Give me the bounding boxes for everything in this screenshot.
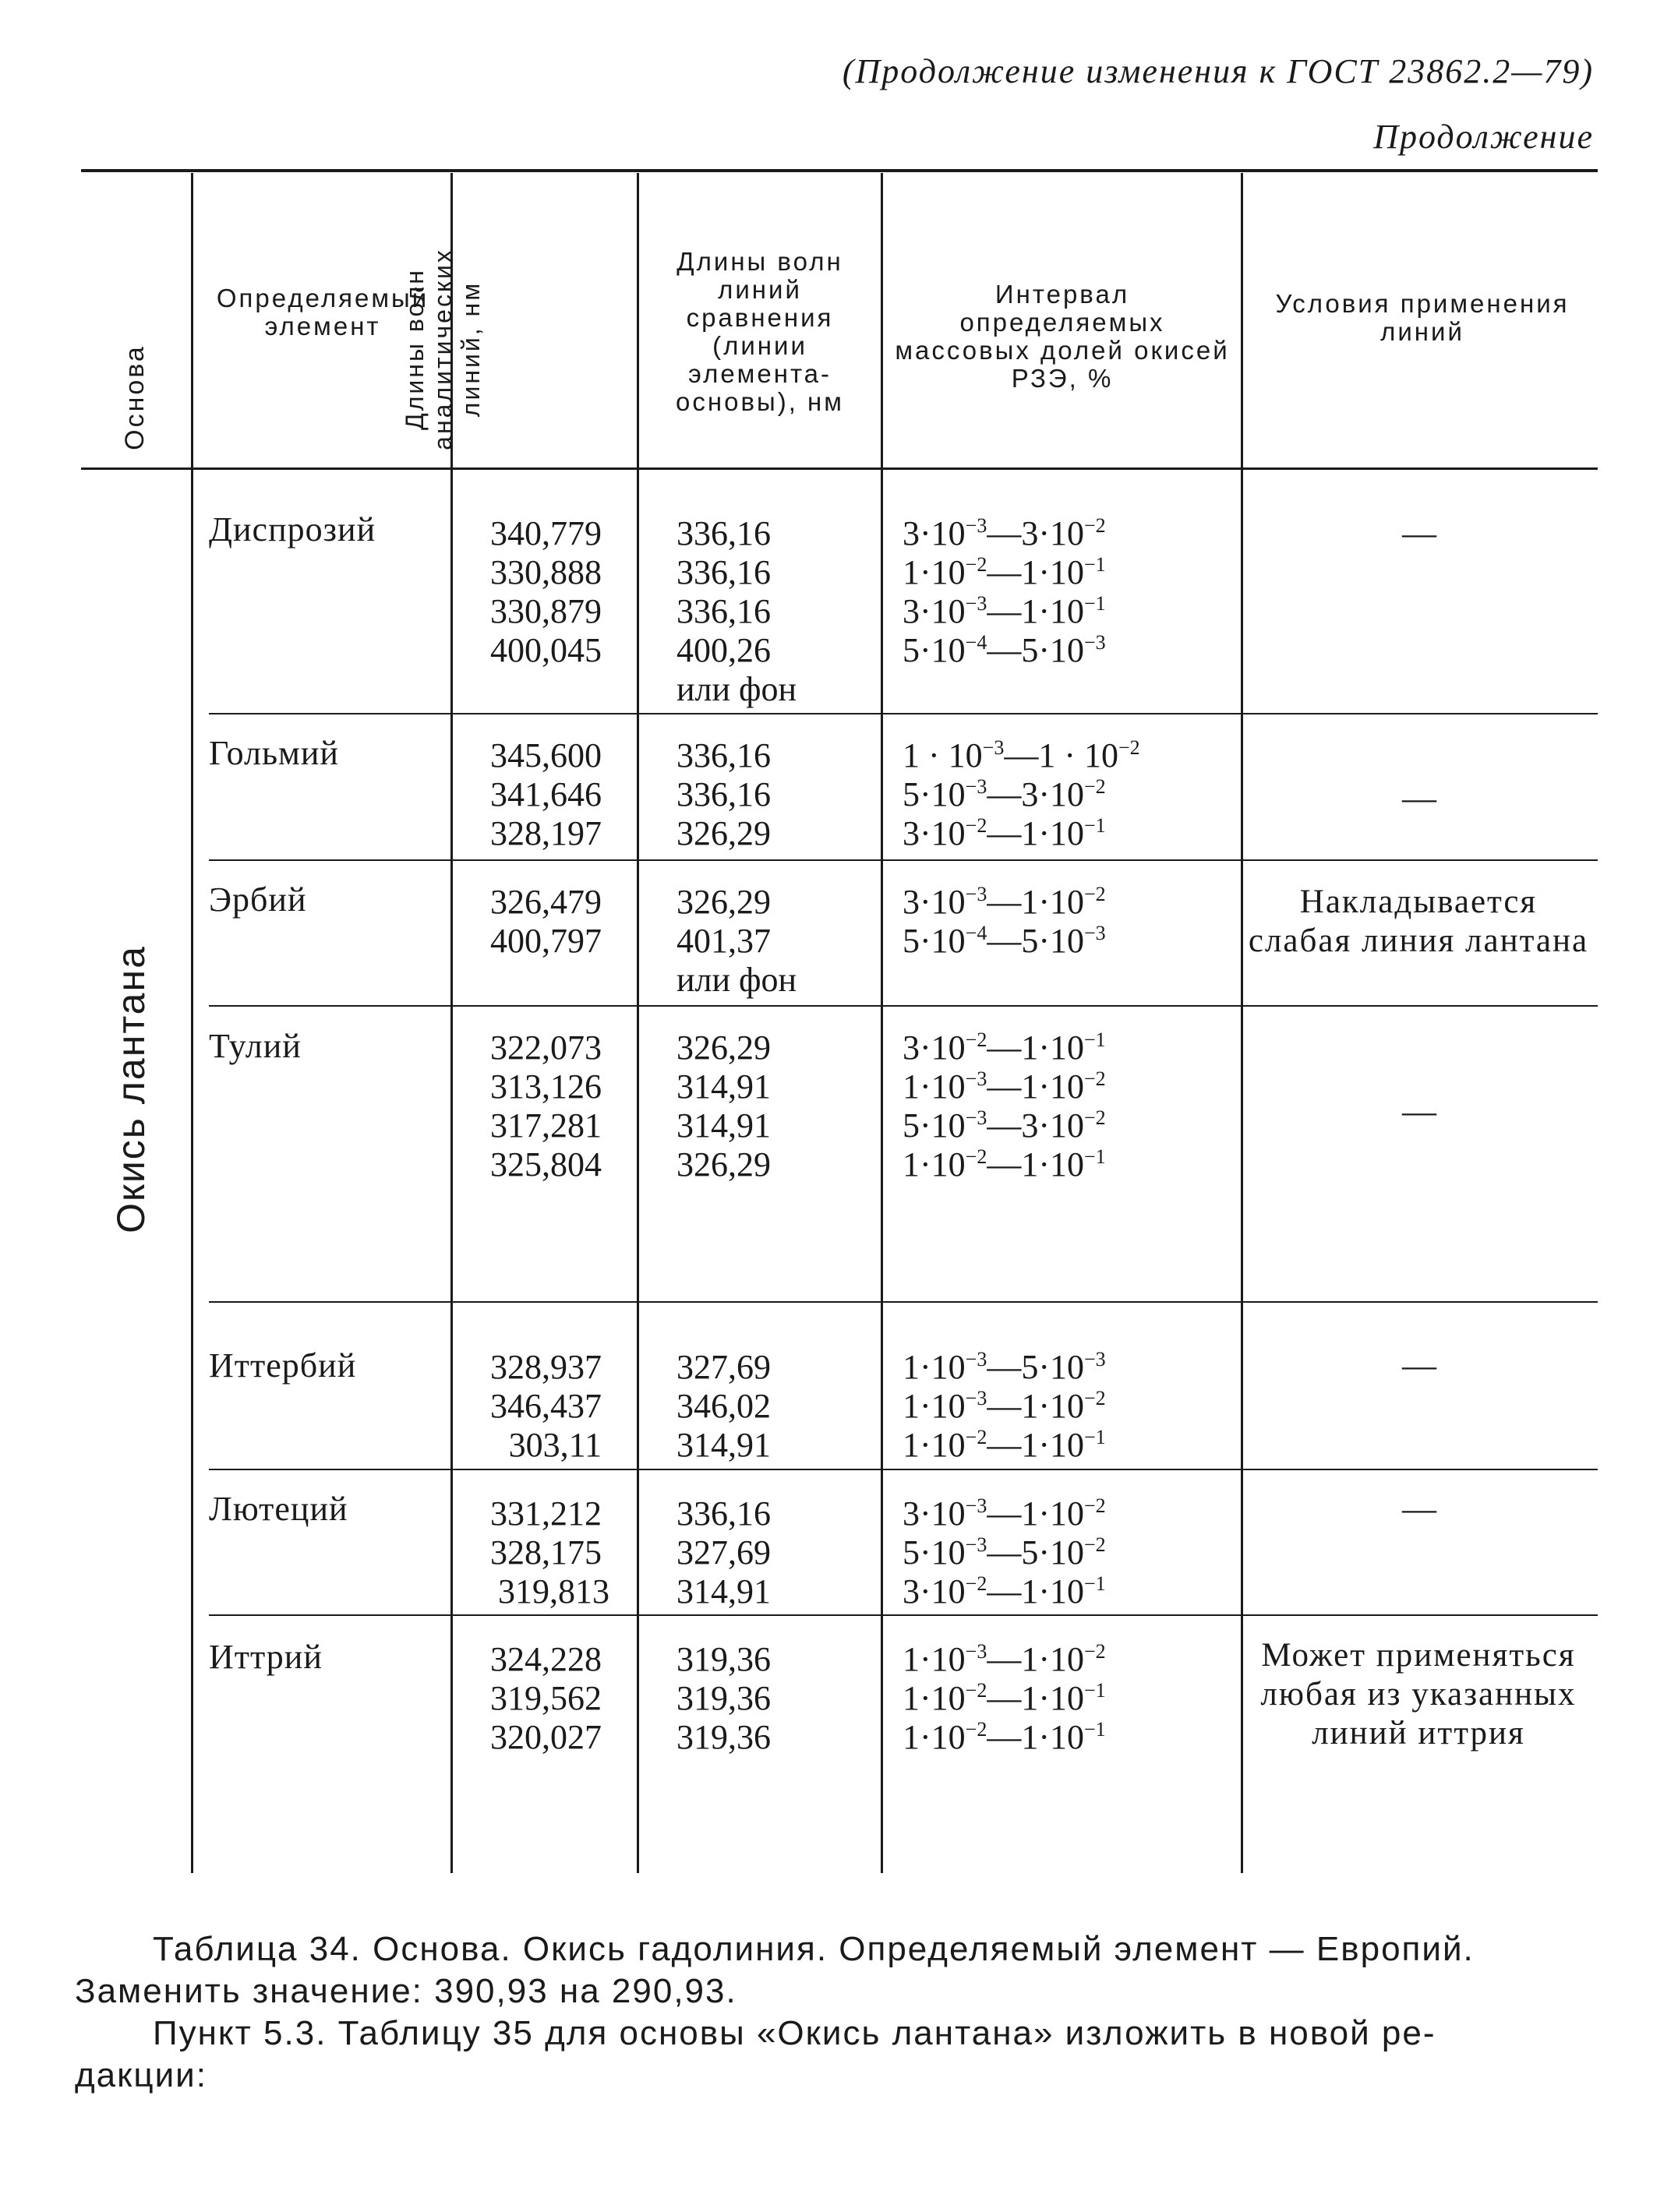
comparison-value: 326,29 (676, 814, 771, 852)
comparison-value: 346,02 (676, 1387, 771, 1425)
comparison-wavelengths (676, 1640, 771, 1757)
comparison-wavelengths (676, 1028, 771, 1184)
analytic-value: 303,11 (508, 1426, 602, 1464)
analytic-value: 320,027 (490, 1718, 602, 1756)
footer-paragraph-1-line-1: Таблица 34. Основа. Окись гадолиния. Определяемый элемент — Европий. (153, 1930, 1475, 1968)
comparison-value: 327,69 (676, 1348, 771, 1386)
col-rule-4 (881, 173, 883, 1873)
analytic-value: 317,281 (490, 1106, 602, 1145)
analytic-value: 330,879 (490, 592, 602, 630)
interval-value: $3\cdot 10^{-2}—1\cdot 10^{-1}$ (903, 814, 1106, 852)
interval-value: $3\cdot 10^{-3}—3\cdot 10^{-2}$ (903, 514, 1106, 552)
interval-list (903, 514, 1106, 670)
analytic-wavelengths (465, 514, 602, 670)
analytic-value: 313,126 (490, 1067, 602, 1106)
element-name: Эрбий (209, 880, 307, 919)
interval-value: $1\cdot 10^{-3}—1\cdot 10^{-2}$ (903, 1067, 1106, 1106)
comparison-wavelengths (676, 514, 797, 709)
element-name: Гольмий (209, 734, 339, 772)
analytic-wavelengths (465, 736, 602, 853)
analytic-value: 326,479 (490, 883, 602, 921)
col-rule-1 (191, 173, 193, 1873)
header-comparison-wavelengths: Длины волн линий сравнения (линии элемента-основы), нм (676, 247, 844, 416)
analytic-wavelengths (465, 883, 602, 961)
comparison-value: или фон (676, 670, 797, 708)
condition-text: — (1402, 1346, 1436, 1385)
continued-label: Продолжение (1373, 118, 1594, 156)
analytic-value: 328,175 (490, 1533, 602, 1572)
analytic-value: 328,197 (490, 814, 602, 852)
interval-value: $5\cdot 10^{-3}—3\cdot 10^{-2}$ (903, 775, 1106, 813)
analytic-value: 346,437 (490, 1387, 602, 1425)
condition-text: — (1402, 514, 1436, 552)
element-name: Иттербий (209, 1346, 357, 1385)
element-name: Лютеций (209, 1490, 348, 1528)
interval-list (903, 1494, 1106, 1611)
row-sep-4 (209, 1301, 1598, 1303)
condition-text: Накладывается слабая линия лантана (1248, 884, 1589, 959)
analytic-wavelengths (465, 1494, 609, 1611)
analytic-value: 319,813 (498, 1572, 609, 1610)
footer-paragraph-2-line-2: дакции: (75, 2056, 207, 2094)
base-value: Окись лантана (109, 945, 153, 1233)
interval-value: $5\cdot 10^{-3}—5\cdot 10^{-2}$ (903, 1533, 1106, 1572)
comparison-value: 336,16 (676, 1494, 771, 1533)
comparison-value: 314,91 (676, 1106, 771, 1145)
element-name: Иттрий (209, 1638, 323, 1676)
analytic-wavelengths (465, 1640, 602, 1757)
interval-list (903, 883, 1106, 961)
condition-text: — (1402, 1490, 1436, 1528)
comparison-value: 326,29 (676, 1145, 771, 1184)
interval-value: $5\cdot 10^{-3}—3\cdot 10^{-2}$ (903, 1106, 1106, 1145)
analytic-value: 319,562 (490, 1679, 602, 1717)
comparison-value: 336,16 (676, 592, 771, 630)
analytic-wavelengths (465, 1028, 602, 1184)
interval-value: $1\cdot 10^{-3}—1\cdot 10^{-2}$ (903, 1640, 1106, 1678)
interval-value: $5\cdot 10^{-4}—5\cdot 10^{-3}$ (903, 922, 1106, 960)
comparison-value: 401,37 (676, 922, 771, 960)
row-sep-5 (209, 1469, 1598, 1470)
comparison-wavelengths (676, 736, 771, 853)
interval-value: $1\cdot 10^{-2}—1\cdot 10^{-1}$ (903, 1145, 1106, 1184)
interval-value: $1 \cdot 10^{-3}—1 \cdot 10^{-2}$ (903, 736, 1140, 774)
interval-value: $1\cdot 10^{-2}—1\cdot 10^{-1}$ (903, 1718, 1106, 1756)
comparison-value: 326,29 (676, 883, 771, 921)
comparison-value: 336,16 (676, 553, 771, 591)
comparison-value: или фон (676, 961, 797, 999)
interval-list (903, 1640, 1106, 1757)
analytic-value: 324,228 (490, 1640, 602, 1678)
element-name: Диспрозий (209, 510, 376, 549)
interval-value: $3\cdot 10^{-3}—1\cdot 10^{-2}$ (903, 883, 1106, 921)
header-element: Определяемый элемент (216, 284, 429, 340)
comparison-value: 400,26 (676, 631, 771, 669)
header-analytic-wavelengths-text: Длины волн аналитических линий, нм (401, 248, 485, 450)
comparison-value: 336,16 (676, 736, 771, 774)
interval-list (903, 736, 1140, 853)
interval-value: $3\cdot 10^{-2}—1\cdot 10^{-1}$ (903, 1028, 1106, 1067)
col-rule-5 (1241, 173, 1243, 1873)
analytic-wavelengths (465, 1348, 602, 1465)
header-analytic-wavelengths (401, 209, 494, 489)
interval-value: $1\cdot 10^{-3}—1\cdot 10^{-2}$ (903, 1387, 1106, 1425)
continuation-title: (Продолжение изменения к ГОСТ 23862.2—79) (842, 52, 1594, 90)
analytic-value: 341,646 (490, 775, 602, 813)
condition-text: — (1402, 1092, 1436, 1131)
condition-text: Может применяться любая из указанных линий иттрия (1260, 1637, 1577, 1752)
comparison-value: 326,29 (676, 1028, 771, 1067)
row-sep-2 (209, 859, 1598, 861)
analytic-value: 400,045 (490, 631, 602, 669)
analytic-value: 331,212 (490, 1494, 602, 1533)
interval-list (903, 1348, 1106, 1465)
comparison-value: 319,36 (676, 1679, 771, 1717)
comparison-value: 319,36 (676, 1640, 771, 1678)
table-top-rule (81, 169, 1598, 172)
comparison-value: 327,69 (676, 1533, 771, 1572)
footer-paragraph-2-line-1: Пункт 5.3. Таблицу 35 для основы «Окись лантана» изложить в новой ре- (153, 2014, 1436, 2052)
row-sep-1 (209, 713, 1598, 714)
analytic-value: 400,797 (490, 922, 602, 960)
header-interval: Интервал определяемых массовых долей окисей РЗЭ, % (895, 280, 1230, 393)
analytic-value: 325,804 (490, 1145, 602, 1184)
comparison-value: 314,91 (676, 1067, 771, 1106)
comparison-value: 319,36 (676, 1718, 771, 1756)
interval-value: $5\cdot 10^{-4}—5\cdot 10^{-3}$ (903, 631, 1106, 669)
analytic-value: 322,073 (490, 1028, 602, 1067)
interval-value: $1\cdot 10^{-2}—1\cdot 10^{-1}$ (903, 1679, 1106, 1717)
interval-value: $3\cdot 10^{-3}—1\cdot 10^{-1}$ (903, 592, 1106, 630)
interval-value: $1\cdot 10^{-2}—1\cdot 10^{-1}$ (903, 553, 1106, 591)
interval-value: $1\cdot 10^{-2}—1\cdot 10^{-1}$ (903, 1426, 1106, 1464)
header-conditions: Условия применения линий (1275, 289, 1570, 346)
analytic-value: 345,600 (490, 736, 602, 774)
footer-paragraph-1-line-2: Заменить значение: 390,93 на 290,93. (75, 1972, 737, 2010)
analytic-value: 328,937 (490, 1348, 602, 1386)
row-sep-3 (209, 1005, 1598, 1007)
interval-value: $3\cdot 10^{-2}—1\cdot 10^{-1}$ (903, 1572, 1106, 1610)
condition-text: — (1402, 779, 1436, 817)
comparison-wavelengths (676, 883, 797, 1000)
interval-list (903, 1028, 1106, 1184)
comparison-value: 314,91 (676, 1426, 771, 1464)
element-name: Тулий (209, 1027, 302, 1065)
comparison-wavelengths (676, 1494, 771, 1611)
row-sep-6 (209, 1614, 1598, 1616)
analytic-value: 330,888 (490, 553, 602, 591)
col-rule-3 (637, 173, 639, 1873)
header-base: Основа (120, 344, 150, 450)
comparison-value: 336,16 (676, 514, 771, 552)
table-header-rule (81, 467, 1598, 470)
interval-value: $1\cdot 10^{-3}—5\cdot 10^{-3}$ (903, 1348, 1106, 1386)
comparison-value: 314,91 (676, 1572, 771, 1610)
interval-value: $3\cdot 10^{-3}—1\cdot 10^{-2}$ (903, 1494, 1106, 1533)
comparison-wavelengths (676, 1348, 771, 1465)
analytic-value: 340,779 (490, 514, 602, 552)
comparison-value: 336,16 (676, 775, 771, 813)
